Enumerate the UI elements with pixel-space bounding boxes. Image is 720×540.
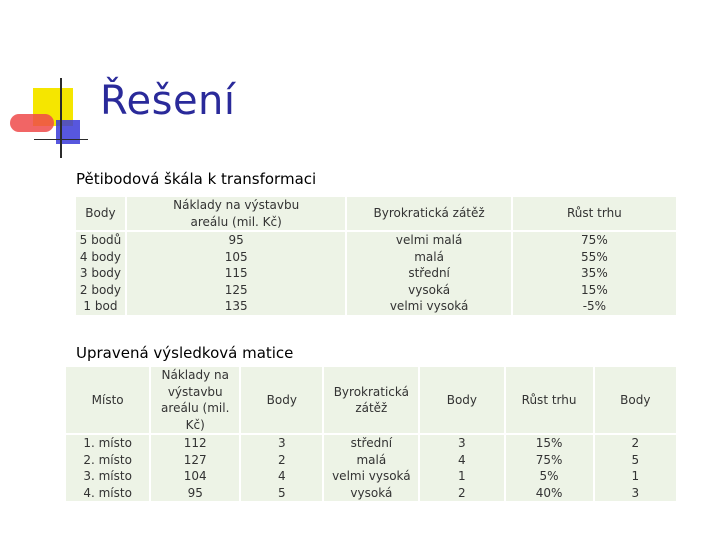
cost-value: 104 xyxy=(183,469,207,483)
table-cell-naklady-body xyxy=(241,435,322,501)
growth-value: 75% xyxy=(535,452,563,467)
table-cell-body xyxy=(76,232,125,315)
column-header-body: Body xyxy=(595,367,676,433)
column-header-rust: Růst trhu xyxy=(506,367,593,433)
growth-value: 40% xyxy=(535,485,563,500)
place-label: 1. místo xyxy=(83,436,132,450)
table-cell-byrokracie xyxy=(324,435,418,501)
cost-value: 105 xyxy=(224,249,248,264)
table-cell-naklady xyxy=(151,435,239,501)
bureaucracy-value: střední xyxy=(408,266,450,280)
scale-points: 5 bodů xyxy=(79,233,122,247)
column-header-naklady-text: Náklady na výstavbu areálu (mil. Kč) xyxy=(173,198,300,229)
scale-points: 3 body xyxy=(79,266,122,280)
table-cell-byrokracie-body xyxy=(420,435,503,501)
section-heading-matrix: Upravená výsledková matice xyxy=(76,344,294,362)
bureaucracy-value: malá xyxy=(414,249,444,264)
table-cell-naklady xyxy=(127,232,346,315)
table-cell-byrokracie xyxy=(347,232,510,315)
points-value: 3 xyxy=(631,485,640,500)
column-header-misto: Místo xyxy=(66,367,149,433)
place-label: 4. místo xyxy=(83,485,132,500)
bureaucracy-value: velmi vysoká xyxy=(389,299,469,313)
place-label: 2. místo xyxy=(83,452,132,467)
growth-value: 15% xyxy=(581,282,608,297)
title-ornament-vertical-line xyxy=(60,78,62,158)
column-header-body: Body xyxy=(420,367,503,433)
column-header-byrokracie xyxy=(324,367,418,433)
table-row xyxy=(76,232,676,315)
bureaucracy-value: vysoká xyxy=(408,282,451,297)
scale-points: 4 body xyxy=(79,249,122,264)
cost-value: 115 xyxy=(224,266,248,280)
cost-value: 95 xyxy=(187,485,203,500)
slide-title: Řešení xyxy=(100,78,236,124)
column-header-byrokracie-text: Byrokratická zátěž xyxy=(333,384,409,415)
table-header-row xyxy=(76,197,676,230)
growth-value: 35% xyxy=(581,266,608,280)
growth-value: 15% xyxy=(535,436,563,450)
table-row xyxy=(66,435,676,501)
column-header-naklady-text: Náklady na výstavbu areálu (mil. Kč) xyxy=(161,368,230,432)
cost-value: 127 xyxy=(183,452,207,467)
points-value: 1 xyxy=(458,469,466,483)
growth-value: 75% xyxy=(581,233,608,247)
points-value: 1 xyxy=(631,469,640,483)
bureaucracy-value: malá xyxy=(356,452,387,467)
cost-value: 112 xyxy=(183,436,207,450)
points-value: 2 xyxy=(458,485,466,500)
points-value: 2 xyxy=(277,452,286,467)
result-matrix-table xyxy=(64,365,678,503)
title-ornament-red xyxy=(10,114,54,132)
table-cell-rust xyxy=(513,232,676,315)
points-value: 2 xyxy=(631,436,640,450)
column-header-rust: Růst trhu xyxy=(513,197,676,230)
points-value: 3 xyxy=(458,436,466,450)
title-ornament-horizontal-line xyxy=(34,139,88,140)
column-header-body: Body xyxy=(76,197,125,230)
column-header-byrokracie: Byrokratická zátěž xyxy=(347,197,510,230)
column-header-body: Body xyxy=(241,367,322,433)
bureaucracy-value: střední xyxy=(350,436,393,450)
points-value: 5 xyxy=(277,485,286,500)
scale-table xyxy=(74,195,678,317)
bureaucracy-value: vysoká xyxy=(350,485,393,500)
cost-value: 135 xyxy=(224,299,248,313)
bureaucracy-value: velmi malá xyxy=(395,233,463,247)
scale-points: 2 body xyxy=(79,282,122,297)
table-header-row xyxy=(66,367,676,433)
table-cell-misto xyxy=(66,435,149,501)
growth-value: 5% xyxy=(539,469,559,483)
growth-value: 55% xyxy=(581,249,608,264)
table-cell-rust xyxy=(506,435,593,501)
points-value: 5 xyxy=(631,452,640,467)
growth-value: -5% xyxy=(582,299,607,313)
place-label: 3. místo xyxy=(83,469,132,483)
points-value: 4 xyxy=(458,452,466,467)
cost-value: 95 xyxy=(228,233,244,247)
section-heading-scale: Pětibodová škála k transformaci xyxy=(76,170,317,188)
column-header-naklady xyxy=(127,197,346,230)
scale-points: 1 bod xyxy=(83,299,118,313)
column-header-naklady xyxy=(151,367,239,433)
points-value: 3 xyxy=(277,436,286,450)
table-cell-rust-body xyxy=(595,435,676,501)
bureaucracy-value: velmi vysoká xyxy=(332,469,411,483)
cost-value: 125 xyxy=(224,282,248,297)
points-value: 4 xyxy=(277,469,286,483)
